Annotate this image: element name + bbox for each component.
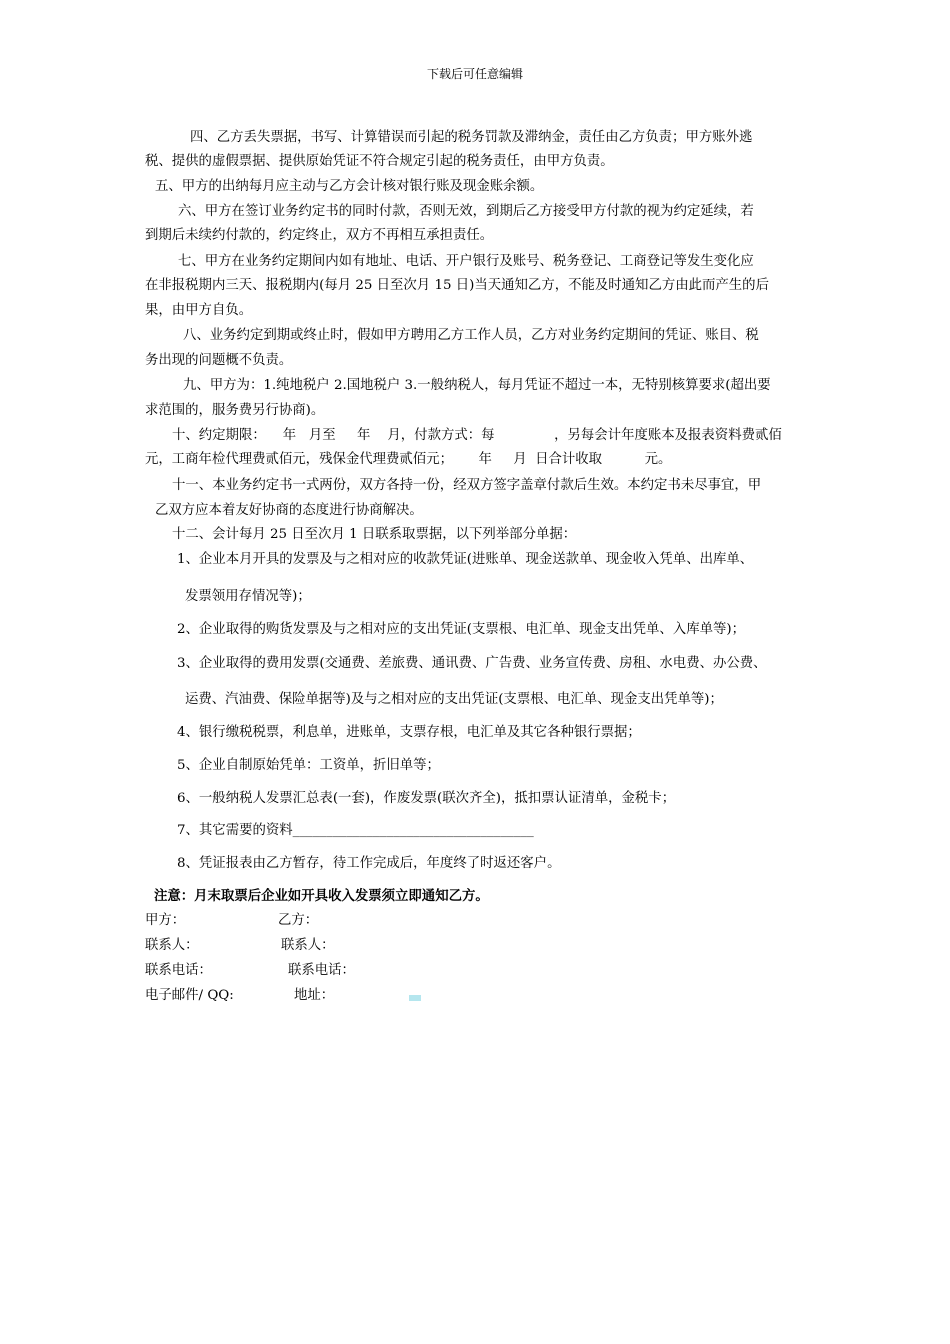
page-header: 下载后可任意编辑 — [426, 67, 523, 81]
list-item-1-line-1: 1、企业本月开具的发票及与之相对应的收款凭证(进账单、现金送款单、现金收入凭单、出库单、 — [177, 552, 754, 567]
address-b-label: 地址： — [294, 988, 335, 1003]
clause-12-line-1: 十二、会计每月 25 日至次月 1 日联系取票据，以下列举部分单据： — [172, 527, 577, 542]
list-item-7: 7、其它需要的资料____________________________________ — [177, 823, 534, 838]
clause-11-line-1: 十一、本业务约定书一式两份，双方各持一份，经双方签字盖章付款后生效。本约定书未尽事宜，甲 — [172, 478, 762, 493]
list-item-6: 6、一般纳税人发票汇总表(一套)，作废发票(联次齐全)，抵扣票认证清单，金税卡； — [177, 791, 676, 806]
clause-11-line-2: 乙双方应本着友好协商的态度进行协商解决。 — [155, 503, 423, 518]
list-item-3-line-2: 运费、汽油费、保险单据等)及与之相对应的支出凭证(支票根、电汇单、现金支出凭单等)； — [185, 692, 723, 707]
clause-10-line-1: 十、约定期限： 年 月至 年 月，付款方式：每 ，另每会计年度账本及报表资料费贰佰 — [172, 428, 782, 443]
highlight-mark — [409, 995, 421, 1001]
clause-9-line-1: 九、甲方为：1.纯地税户 2.国地税户 3.一般纳税人，每月凭证不超过一本，无特别核算要求(超出要 — [183, 378, 771, 393]
clause-7-line-1: 七、甲方在业务约定期间内如有地址、电话、开户银行及账号、税务登记、工商登记等发生变化应 — [178, 254, 754, 269]
clause-10-line-2: 元，工商年检代理费贰佰元，残保金代理费贰佰元； 年 月 日合计收取 元。 — [145, 452, 672, 467]
phone-b-label: 联系电话： — [288, 963, 355, 978]
clause-5-line-1: 五、甲方的出纳每月应主动与乙方会计核对银行账及现金账余额。 — [155, 179, 544, 194]
list-item-3-line-1: 3、企业取得的费用发票(交通费、差旅费、通讯费、广告费、业务宣传费、房租、水电费、办公费、 — [177, 656, 767, 671]
clause-9-line-2: 求范围的，服务费另行协商)。 — [145, 403, 325, 418]
list-item-5: 5、企业自制原始凭单：工资单，折旧单等； — [177, 758, 440, 773]
clause-7-line-2: 在非报税期内三天、报税期内(每月 25 日至次月 15 日)当天通知乙方，不能及时通知乙方由此而产生的后 — [145, 278, 769, 293]
clause-6-line-2: 到期后未续约付款的，约定终止，双方不再相互承担责任。 — [145, 228, 494, 243]
clause-6-line-1: 六、甲方在签订业务约定书的同时付款，否则无效，到期后乙方接受甲方付款的视为约定延续，若 — [178, 204, 754, 219]
contact-b-label: 联系人： — [281, 938, 335, 953]
clause-4-line-1: 四、乙方丢失票据，书写、计算错误而引起的税务罚款及滞纳金，责任由乙方负责；甲方账外逃 — [190, 130, 753, 145]
party-b-label: 乙方： — [278, 913, 319, 928]
list-item-2: 2、企业取得的购货发票及与之相对应的支出凭证(支票根、电汇单、现金支出凭单、入库单等)； — [177, 622, 745, 637]
list-item-4: 4、银行缴税税票，利息单，进账单，支票存根，电汇单及其它各种银行票据； — [177, 725, 641, 740]
clause-8-line-2: 务出现的问题概不负责。 — [145, 353, 293, 368]
notice-text: 注意：月末取票后企业如开具收入发票须立即通知乙方。 — [154, 888, 489, 904]
list-item-8: 8、凭证报表由乙方暂存，待工作完成后，年度终了时返还客户。 — [177, 856, 561, 871]
party-a-label: 甲方： — [145, 913, 186, 928]
clause-7-line-3: 果，由甲方自负。 — [145, 303, 253, 318]
phone-a-label: 联系电话： — [145, 963, 212, 978]
clause-4-line-2: 税、提供的虚假票据、提供原始凭证不符合规定引起的税务责任，由甲方负责。 — [145, 154, 614, 169]
contact-a-label: 联系人： — [145, 938, 199, 953]
list-item-1-line-2: 发票领用存情况等)； — [185, 589, 311, 604]
email-a-label: 电子邮件/ QQ: — [145, 988, 234, 1003]
clause-8-line-1: 八、业务约定到期或终止时，假如甲方聘用乙方工作人员，乙方对业务约定期间的凭证、账目、税 — [183, 328, 759, 343]
